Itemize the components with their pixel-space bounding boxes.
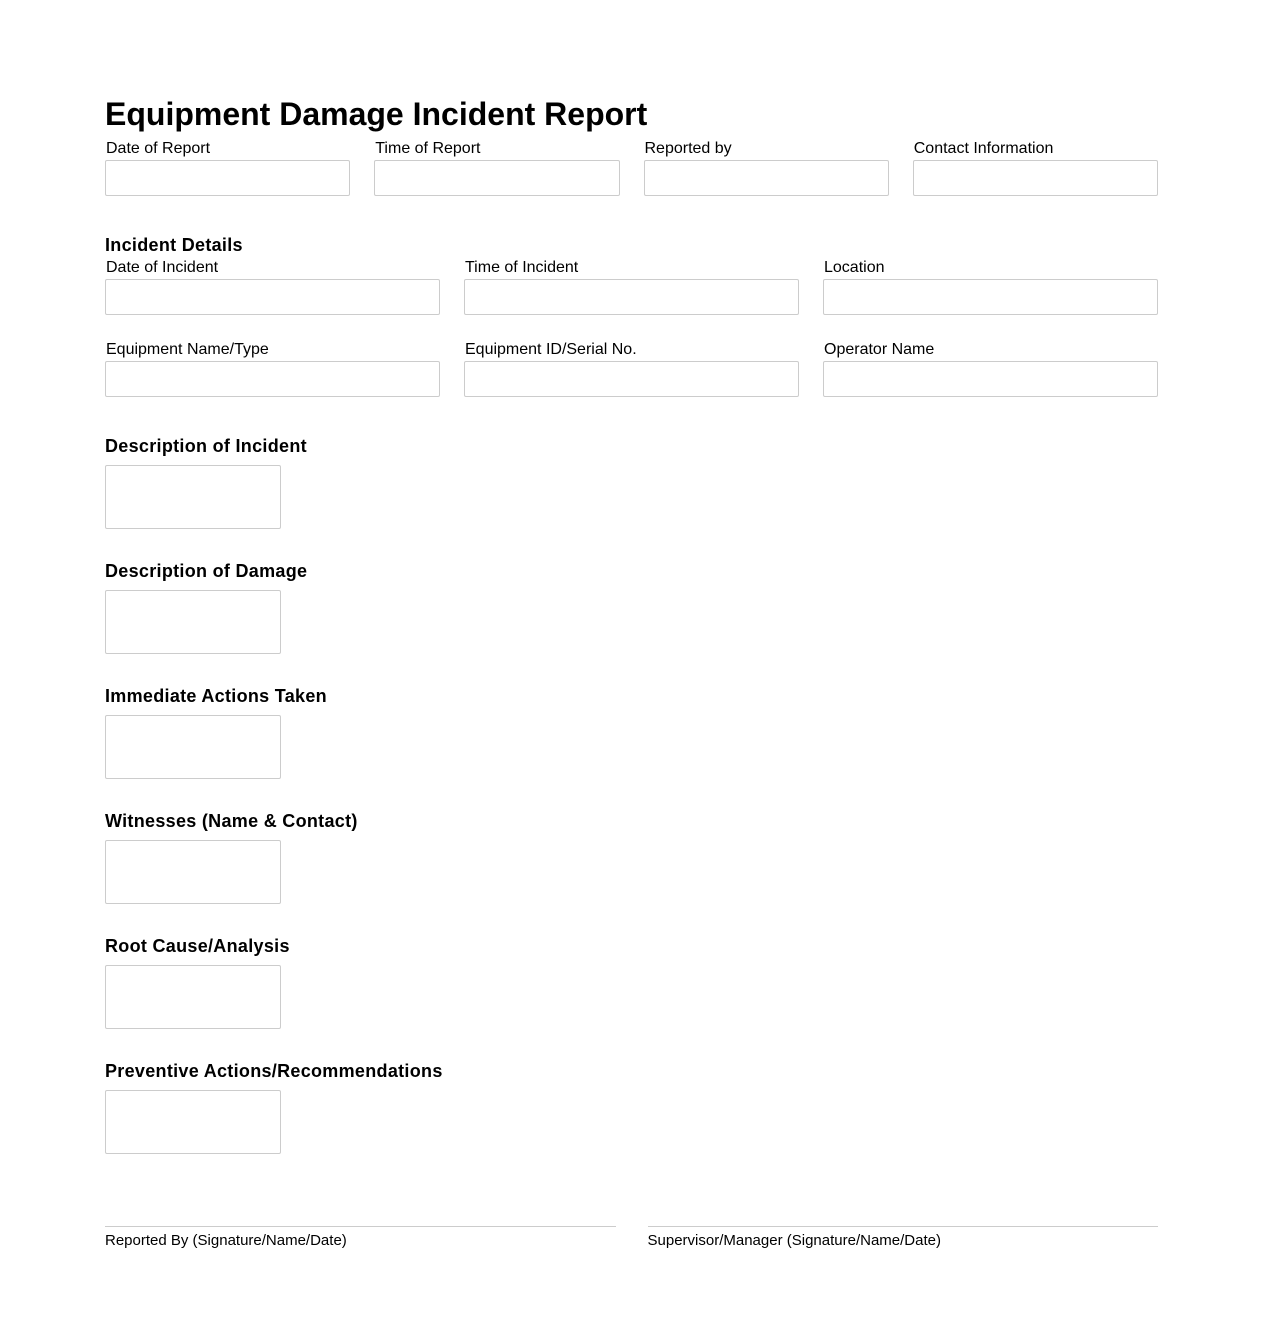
equipment-name-field: [105, 337, 440, 397]
field-label: Contact Information: [913, 140, 1054, 157]
preventive-actions-section: [105, 1061, 1158, 1186]
field-label: Location: [824, 259, 885, 276]
section-heading: Description of Damage: [105, 561, 308, 581]
immediate-actions-section: [105, 686, 1158, 811]
incident-details-heading: Incident Details: [105, 235, 243, 255]
description-of-damage-textarea[interactable]: [105, 590, 281, 654]
reported-by-signature-line[interactable]: Reported By (Signature/Name/Date): [105, 1226, 616, 1250]
operator-name-input[interactable]: [823, 361, 1158, 397]
supervisor-signature-line[interactable]: Supervisor/Manager (Signature/Name/Date): [648, 1226, 1159, 1250]
equipment-id-input[interactable]: [464, 361, 799, 397]
field-label: Date of Incident: [106, 259, 219, 276]
description-of-incident-section: [105, 436, 1158, 561]
field-label: Equipment Name/Type: [106, 341, 269, 358]
field-label: Date of Report: [106, 140, 211, 157]
description-of-damage-section: [105, 561, 1158, 686]
section-heading: Witnesses (Name & Contact): [105, 811, 358, 831]
reported-by-field: [644, 136, 889, 196]
section-heading: Description of Incident: [105, 436, 307, 456]
date-of-report-field: [105, 136, 350, 196]
immediate-actions-textarea[interactable]: [105, 715, 281, 779]
time-of-incident-input[interactable]: [464, 279, 799, 315]
root-cause-textarea[interactable]: [105, 965, 281, 1029]
section-heading: Preventive Actions/Recommendations: [105, 1061, 443, 1081]
section-heading: Root Cause/Analysis: [105, 936, 290, 956]
page-title: Equipment Damage Incident Report: [105, 96, 648, 132]
field-label: Reported by: [644, 140, 732, 157]
report-info-row: [105, 136, 1158, 196]
signature-row: [105, 1226, 1158, 1250]
description-of-incident-textarea[interactable]: [105, 465, 281, 529]
equipment-id-field: [464, 337, 799, 397]
witnesses-section: [105, 811, 1158, 936]
time-of-incident-field: [464, 255, 799, 315]
date-of-incident-input[interactable]: [105, 279, 440, 315]
root-cause-section: [105, 936, 1158, 1061]
location-field: [823, 255, 1158, 315]
operator-name-field: [823, 337, 1158, 397]
contact-information-field: [913, 136, 1158, 196]
field-label: Time of Incident: [465, 259, 579, 276]
date-of-report-input[interactable]: [105, 160, 350, 196]
date-of-incident-field: [105, 255, 440, 315]
incident-row-2: [105, 337, 1158, 397]
reported-by-input[interactable]: [644, 160, 889, 196]
section-heading: Immediate Actions Taken: [105, 686, 327, 706]
time-of-report-input[interactable]: [374, 160, 619, 196]
incident-row-1: [105, 255, 1158, 315]
preventive-actions-textarea[interactable]: [105, 1090, 281, 1154]
equipment-name-input[interactable]: [105, 361, 440, 397]
contact-information-input[interactable]: [913, 160, 1158, 196]
field-label: Time of Report: [375, 140, 481, 157]
report-form: [105, 94, 1158, 1186]
witnesses-textarea[interactable]: [105, 840, 281, 904]
time-of-report-field: [374, 136, 619, 196]
field-label: Equipment ID/Serial No.: [465, 341, 637, 358]
location-input[interactable]: [823, 279, 1158, 315]
field-label: Operator Name: [824, 341, 935, 358]
